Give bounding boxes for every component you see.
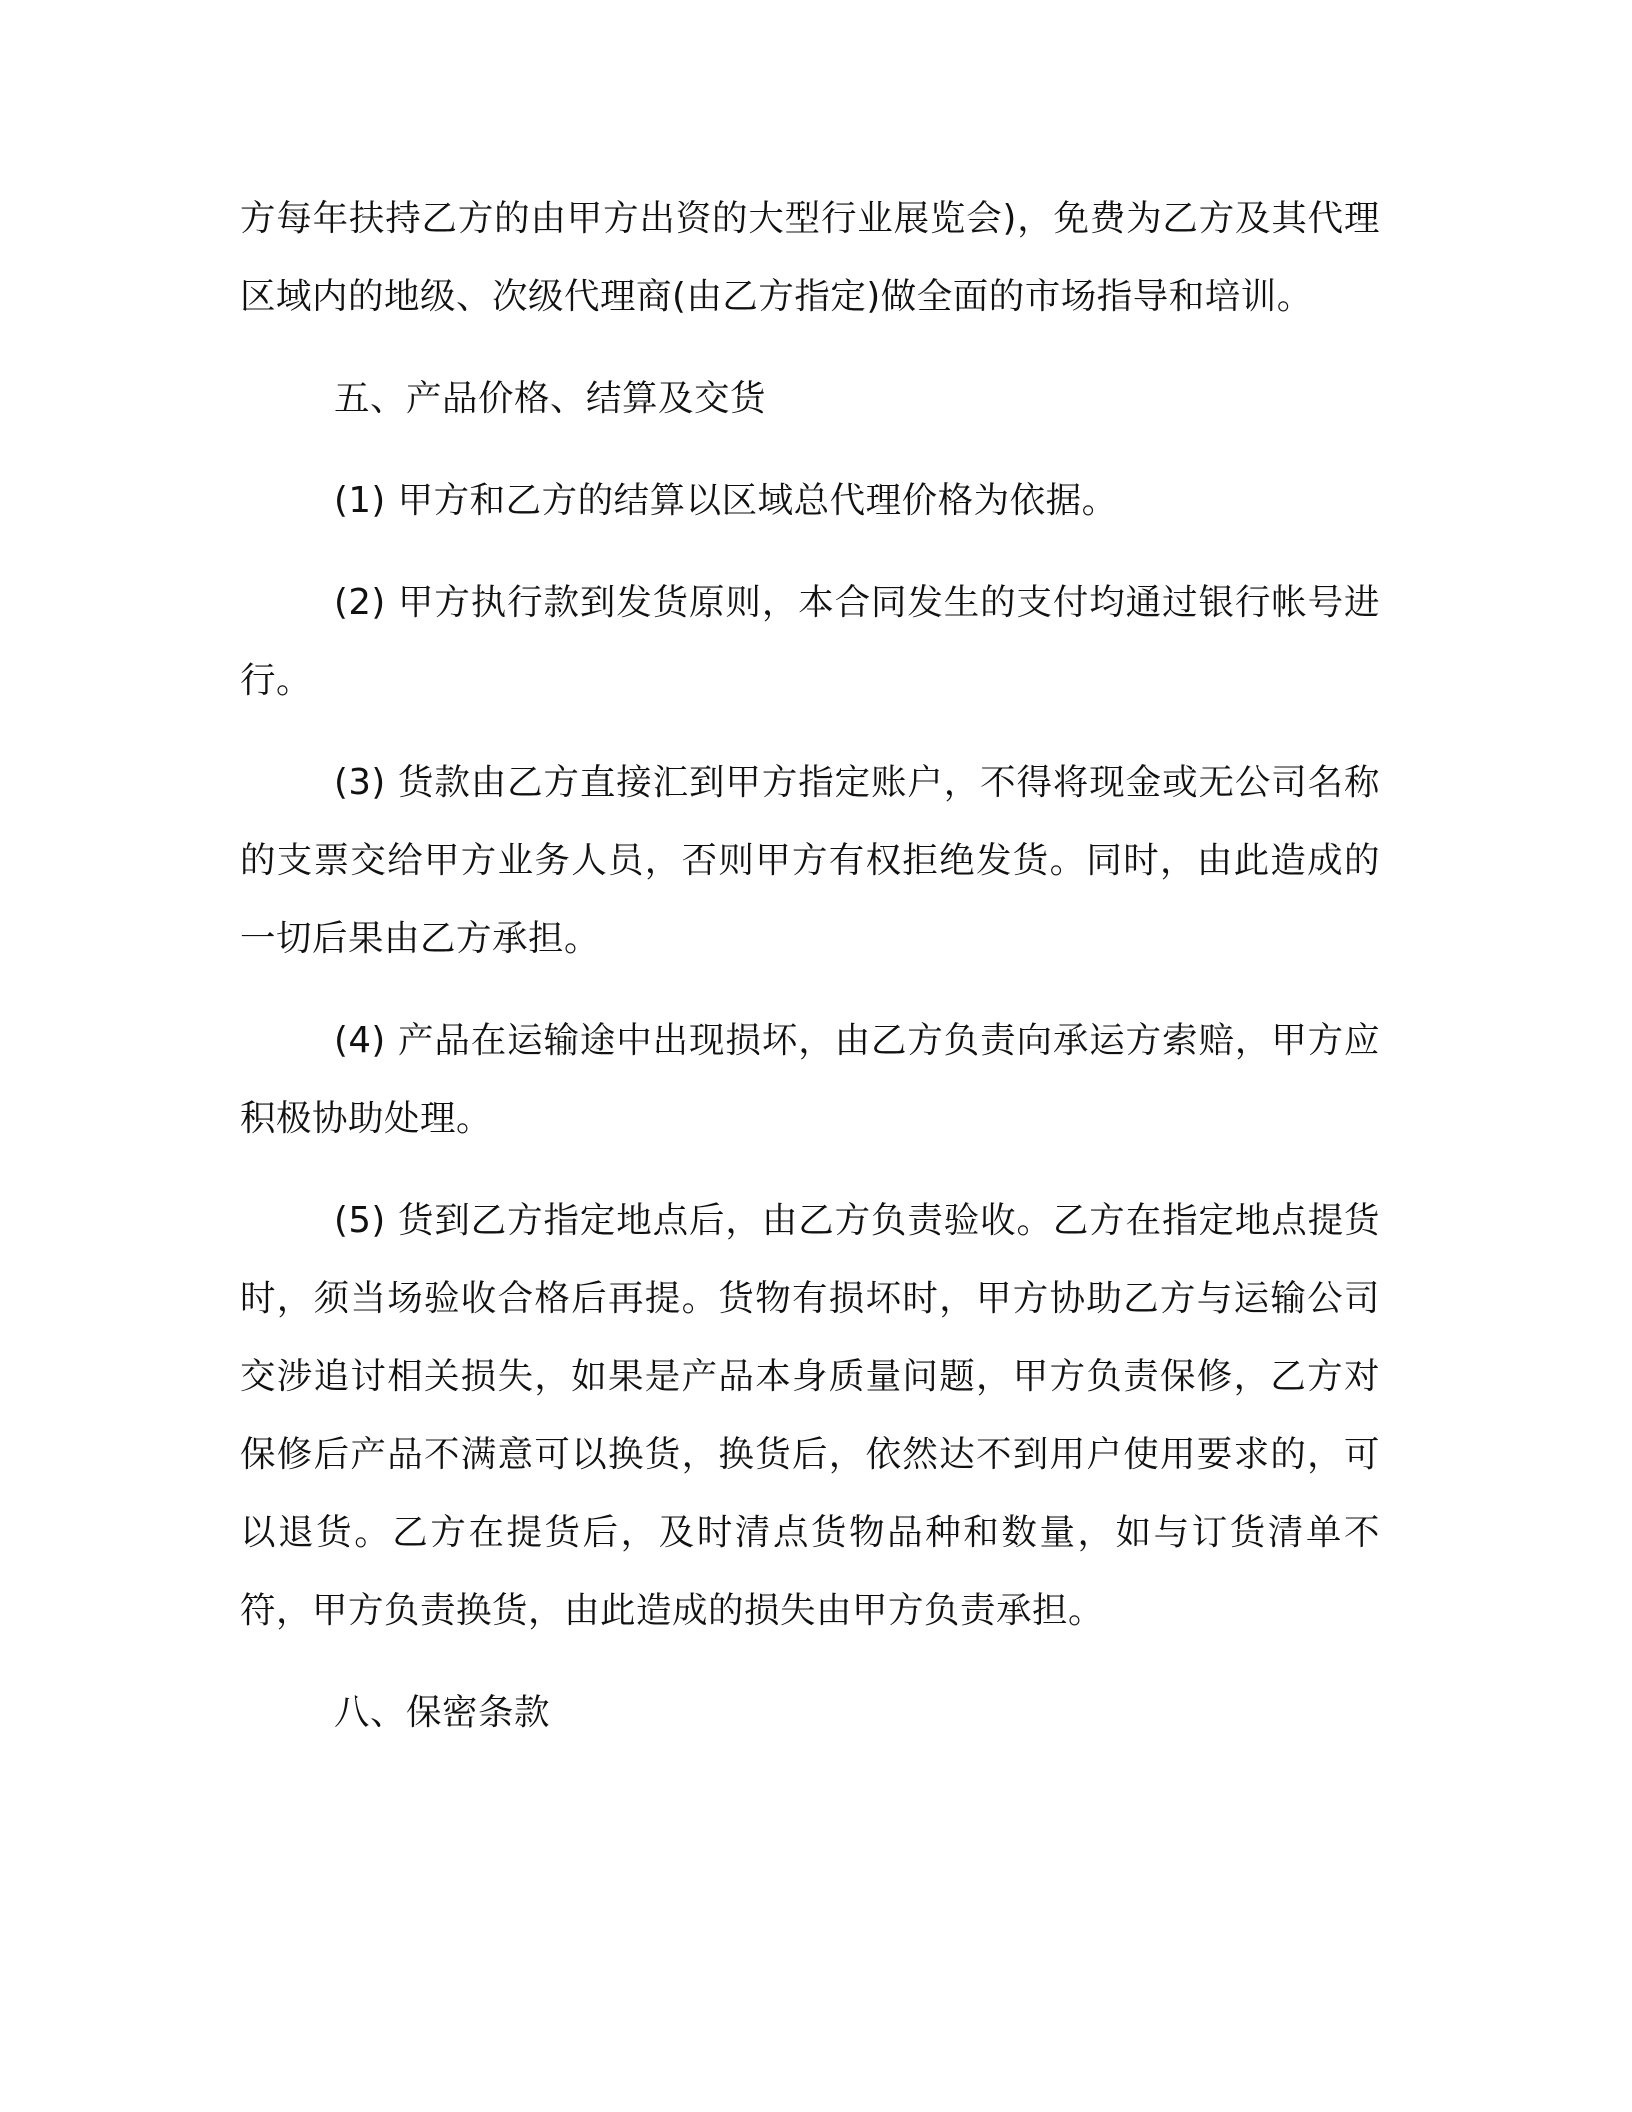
paragraph-item-2: (2) 甲方执行款到发货原则，本合同发生的支付均通过银行帐号进行。: [240, 582, 1380, 701]
paragraph-item-5: (5) 货到乙方指定地点后，由乙方负责验收。乙方在指定地点提货时，须当场验收合格后再提。货物有损坏时，甲方协助乙方与运输公司交涉追讨相关损失，如果是产品本身质量问题，甲方负责保修，乙方对保修后产品不满意可以换货，换货后，依然达不到用户使用要求的，可以退货。乙方在提货后，及时清点货物品种和数量，如与订货清单不符，甲方负责换货，由此造成的损失由甲方负责承担。: [240, 1200, 1380, 1631]
paragraph-item-3: (3) 货款由乙方直接汇到甲方指定账户，不得将现金或无公司名称的支票交给甲方业务人员，否则甲方有权拒绝发货。同时，由此造成的一切后果由乙方承担。: [240, 762, 1380, 959]
section-heading-five: 五、产品价格、结算及交货: [334, 378, 767, 419]
section-heading-eight: 八、保密条款: [334, 1692, 551, 1733]
paragraph-item-4: (4) 产品在运输途中出现损坏，由乙方负责向承运方索赔，甲方应积极协助处理。: [240, 1020, 1380, 1139]
paragraph-continuation: 方每年扶持乙方的由甲方出资的大型行业展览会)，免费为乙方及其代理区域内的地级、次级代理商(由乙方指定)做全面的市场指导和培训。: [240, 198, 1380, 317]
document-body: [240, 180, 1380, 1776]
paragraph-item-1: (1) 甲方和乙方的结算以区域总代理价格为依据。: [334, 480, 1118, 521]
